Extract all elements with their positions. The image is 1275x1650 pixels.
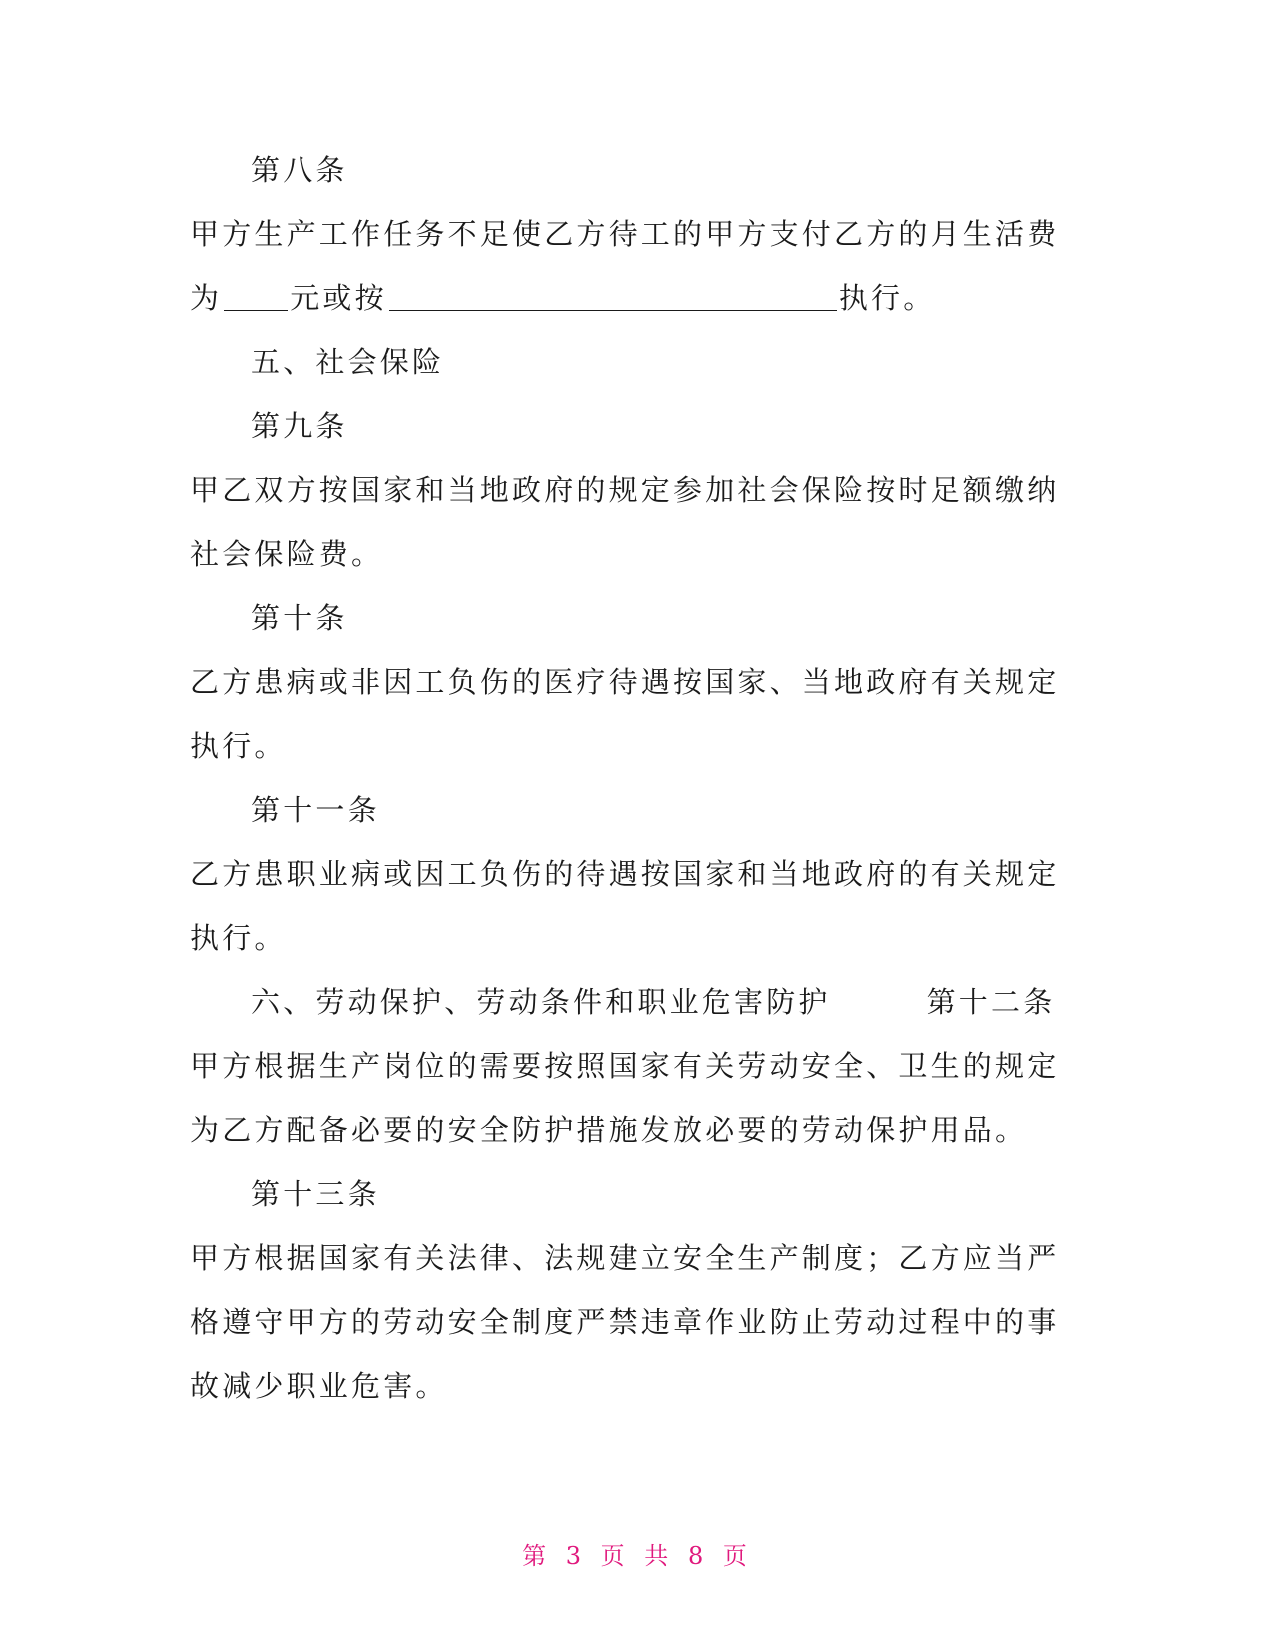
section-6-heading-line [190,970,1085,1034]
section-6-heading: 六、劳动保护、劳动条件和职业危害防护 [251,985,831,1019]
article-12-heading: 第十二条 [926,985,1056,1019]
fill-prefix: 为 [190,281,223,315]
article-10-text-line-2: 执行。 [190,729,287,763]
article-8-text-line-1: 甲方生产工作任务不足使乙方待工的甲方支付乙方的月生活费 [190,217,1060,251]
article-13-text-line-2: 格遵守甲方的劳动安全制度严禁违章作业防止劳动过程中的事 [190,1305,1060,1339]
article-13-text-line-3: 故减少职业危害。 [190,1369,448,1403]
article-9-text-line-1: 甲乙双方按国家和当地政府的规定参加社会保险按时足额缴纳 [190,473,1060,507]
section-5-heading: 五、社会保险 [251,345,445,379]
article-8-heading: 第八条 [251,153,348,187]
blank-standard [389,288,837,311]
article-13-heading: 第十三条 [251,1177,380,1211]
fill-middle: 元或按 [290,281,387,315]
article-11-text-line-2: 执行。 [190,921,287,955]
article-11-heading: 第十一条 [251,793,380,827]
page-number-footer: 第 3 页 共 8 页 [522,1542,753,1570]
document-body [190,138,1085,1418]
blank-amount [224,288,288,311]
article-11-text-line-1: 乙方患职业病或因工负伤的待遇按国家和当地政府的有关规定 [190,857,1060,891]
article-9-heading: 第九条 [251,409,348,443]
article-12-text-line-1: 甲方根据生产岗位的需要按照国家有关劳动安全、卫生的规定 [190,1049,1060,1083]
article-8-text-line-2 [190,266,1085,330]
article-13-text-line-1: 甲方根据国家有关法律、法规建立安全生产制度；乙方应当严 [190,1241,1060,1275]
article-9-text-line-2: 社会保险费。 [190,537,384,571]
article-12-text-line-2: 为乙方配备必要的安全防护措施发放必要的劳动保护用品。 [190,1113,1028,1147]
article-10-heading: 第十条 [251,601,348,635]
fill-suffix: 执行。 [838,281,936,315]
article-10-text-line-1: 乙方患病或非因工负伤的医疗待遇按国家、当地政府有关规定 [190,665,1060,699]
